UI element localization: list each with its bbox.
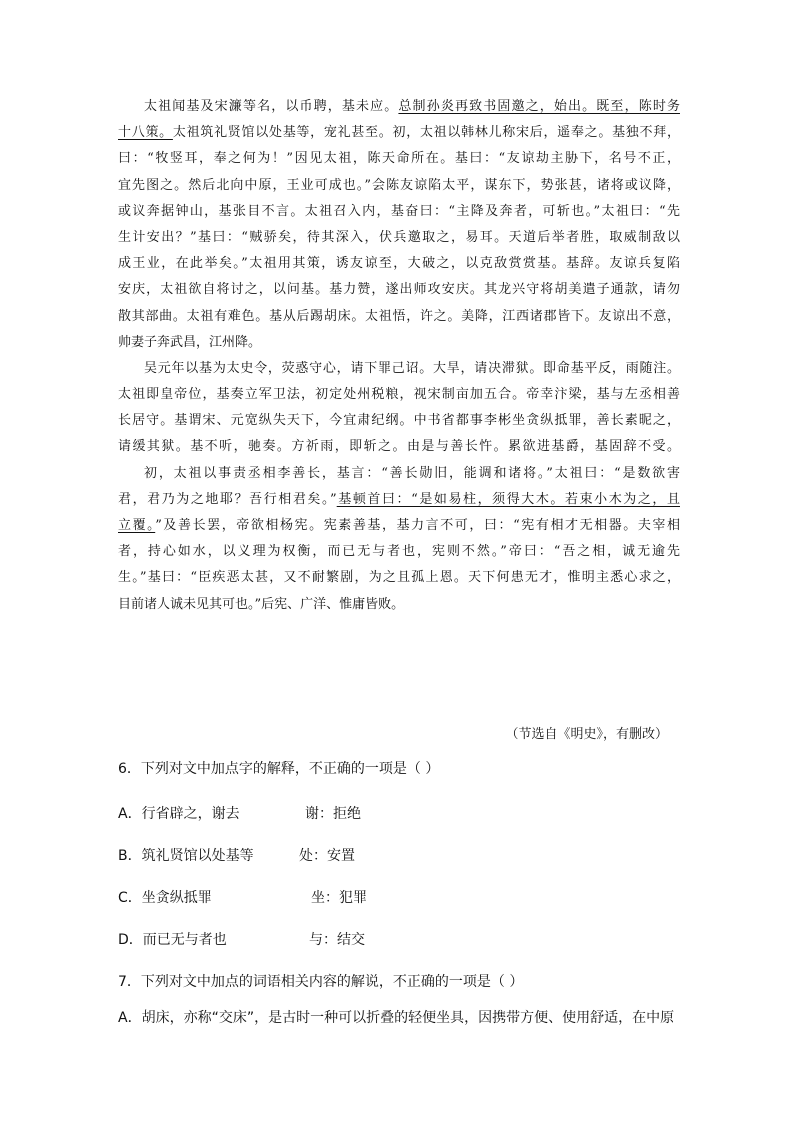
passage-line: 目前诸人诚未见其可也。”后宪、广洋、惟庸皆败。 (118, 596, 405, 612)
passage-line: 帅妻子奔武昌，江州降。 (118, 334, 262, 350)
option-gloss: 处：安置 (299, 848, 355, 864)
passage-line: 宜先图之。然后北向中原，王业可成也。”会陈友谅陷太平，谋东下，势张甚，诸将或议降， (118, 177, 680, 193)
passage-line: 君，君乃为之地耶？吾行相君矣。”基顿首曰：“是如易柱，须得大木。若束小木为之，且 (118, 491, 680, 507)
passage-line: 立覆。”及善长罢，帝欲相杨宪。宪素善基，基力言不可，曰：“宪有相才无相器。夫宰相 (118, 518, 680, 533)
passage-line: 太祖即皇帝位，基奏立军卫法，初定处州税粮，视宋制亩加五合。帝幸汴梁，基与左丞相善 (118, 387, 680, 403)
question-6-option-d: D．而已无与者也 与：结交 (118, 929, 227, 951)
passage-line: 长居守。基谓宋、元宽纵失天下，今宜肃纪纲。中书省都事李彬坐贪纵抵罪，善长素昵之， (118, 413, 680, 429)
passage-line: 请缓其狱。基不听，驰奏。方祈雨，即斩之。由是与善长忤。累欲进基爵，基固辞不受。 (118, 439, 680, 455)
question-6-stem: 6．下列对文中加点字的解释，不正确的一项是（ ） (118, 761, 440, 777)
question-6-option-a: A．行省辟之，谢去 谢：拒绝 (118, 803, 240, 825)
option-gloss: 谢：拒绝 (305, 806, 361, 822)
question-7-option-a: A．胡床，亦称“交床”，是古时一种可以折叠的轻便坐具，因携带方便、使用舒适，在中原 (118, 1010, 675, 1026)
question-6-option-b: B．筑礼贤馆以处基等 处：安置 (118, 845, 254, 867)
question-7-stem: 7．下列对文中加点的词语相关内容的解说，不正确的一项是（ ） (118, 974, 524, 990)
passage-line: 安庆，太祖欲自将讨之，以问基。基力赞，遂出师攻安庆。其龙兴守将胡美遣子通款，请勿 (118, 282, 680, 298)
passage-line: 散其部曲。太祖有难色。基从后踢胡床。太祖悟，许之。美降，江西诸郡皆下。友谅出不意， (118, 308, 680, 324)
underlined-sentence: 立覆。 (118, 518, 156, 533)
passage-line: 者，持心如水，以义理为权衡，而已无与者也，宪则不然。”帝曰：“吾之相，诚无逾先 (118, 544, 680, 560)
passage-line: 或议奔据钟山，基张目不言。太祖召入内，基奋曰：“主降及奔者，可斩也。”太祖曰：“先 (118, 203, 680, 219)
passage-line: 生。”基曰：“臣疾恶太甚，又不耐繁剧，为之且孤上恩。天下何患无才，惟明主悉心求之， (118, 570, 680, 586)
option-gloss: 坐：犯罪 (311, 890, 367, 906)
underlined-sentence: 基顿首曰：“是如易柱，须得大木。若束小木为之，且 (336, 491, 680, 507)
passage-line: 初，太祖以事责丞相李善长，基言：“善长勋旧，能调和诸将。”太祖曰：“是数欲害 (144, 465, 680, 481)
option-gloss: 与：结交 (309, 932, 365, 948)
passage-line: 太祖闻基及宋濂等名，以币聘，基未应。总制孙炎再致书固邀之，始出。既至，陈时务 (144, 99, 680, 114)
passage-line: 吴元年以基为太史令，荧惑守心，请下罪己诏。大旱，请决滞狱。即命基平反，雨随注。 (144, 360, 680, 376)
passage-line: 生计安出？”基曰：“贼骄矣，待其深入，伏兵邀取之，易耳。天道后举者胜，取威制敌以 (118, 229, 680, 245)
classical-chinese-passage (118, 94, 680, 618)
underlined-sentence: 总制孙炎再致书固邀之，始出。既至，陈时务 (398, 99, 680, 114)
passage-source: （节选自《明史》，有删改） (505, 727, 668, 742)
passage-line: 十八策。太祖筑礼贤馆以处基等，宠礼甚至。初，太祖以韩林儿称宋后，遥奉之。基独不拜， (118, 125, 680, 141)
passage-line: 成王业，在此举矣。”太祖用其策，诱友谅至，大破之，以克敌赏赏基。基辞。友谅兵复陷 (118, 256, 680, 272)
question-6-option-c: C．坐贪纵抵罪 坐：犯罪 (118, 887, 212, 909)
passage-line: 曰：“牧竖耳，奉之何为！”因见太祖，陈天命所在。基曰：“友谅劫主胁下，名号不正， (118, 151, 680, 167)
underlined-sentence: 十八策。 (118, 125, 173, 141)
